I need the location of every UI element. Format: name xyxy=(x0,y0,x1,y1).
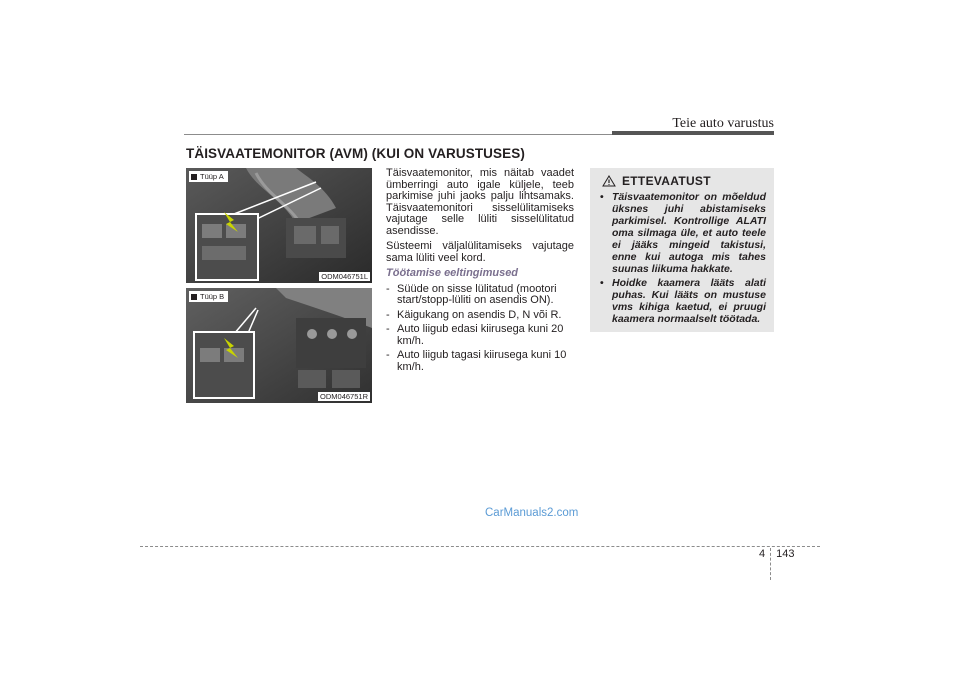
section-header: Teie auto varustus xyxy=(672,116,774,131)
warning-triangle-icon xyxy=(602,175,616,187)
list-item: - Auto liigub edasi kiirusega kuni 20 km/h. xyxy=(386,323,564,347)
figure-code-a: ODM046751L xyxy=(321,272,368,281)
page-title: TÄISVAATEMONITOR (AVM) (KUI ON VARUSTUSES) xyxy=(186,146,525,161)
figure-label-text: Tüüp A xyxy=(200,172,224,181)
off-paragraph: Süsteemi väljalülitamiseks vajutage sama lüliti veel kord. xyxy=(386,240,574,264)
header-rule xyxy=(184,134,612,135)
figure-label-a xyxy=(189,171,228,182)
list-item: - Auto liigub tagasi kiirusega kuni 10 km/h. xyxy=(386,349,567,373)
list-item: - Süüde on sisse lülitatud (mootori start/stopp-lüliti on asendis ON). xyxy=(386,282,557,306)
console-photo-a xyxy=(186,168,372,283)
figure-label-text: Tüüp B xyxy=(200,292,225,301)
caution-list xyxy=(598,191,766,325)
figure-label-b xyxy=(189,291,228,302)
figure-code-b: ODM046751R xyxy=(320,392,368,401)
list-item: • Täisvaatemonitor on mõeldud üksnes juhi abistamiseks parkimisel. Kontrollige ALATI oma silmaga üle, et auto teele ei jääks mingeid takistusi, enne kui autoga mis tahes suunas liikuma hakkate. xyxy=(600,191,766,275)
header-rule-accent xyxy=(612,131,774,135)
page-number-value: 143 xyxy=(776,548,795,560)
label-square-icon xyxy=(191,174,197,180)
conditions-heading: Töötamise eeltingimused xyxy=(386,267,519,279)
console-photo-b xyxy=(186,288,372,403)
chapter-number: 4 xyxy=(759,548,766,560)
caution-header xyxy=(602,174,766,188)
list-item: • Hoidke kaamera lääts alati puhas. Kui lääts on mustuse vms kihiga kaetud, ei pruugi kaamera normaalselt töötada. xyxy=(600,277,766,325)
list-item: - Käigukang on asendis D, N või R. xyxy=(386,308,562,321)
label-square-icon xyxy=(191,294,197,300)
figure-type-b xyxy=(186,288,372,403)
page-number xyxy=(759,548,794,580)
conditions-list xyxy=(386,284,574,374)
body-text xyxy=(386,168,574,376)
caution-title: ETTEVAATUST xyxy=(622,174,711,188)
footer-rule xyxy=(140,546,820,547)
caution-box xyxy=(590,168,774,332)
figure-type-a xyxy=(186,168,372,283)
intro-paragraph: Täisvaatemonitor, mis näitab vaadet ümberringi auto igale küljele, teeb parkimise juhi jaoks palju lihtsamaks. Täisvaatemonitori sisselülitamiseks vajutage selle lüliti sisselülitatud asendisse. xyxy=(386,167,574,237)
watermark-link[interactable]: CarManuals2.com xyxy=(485,507,579,519)
